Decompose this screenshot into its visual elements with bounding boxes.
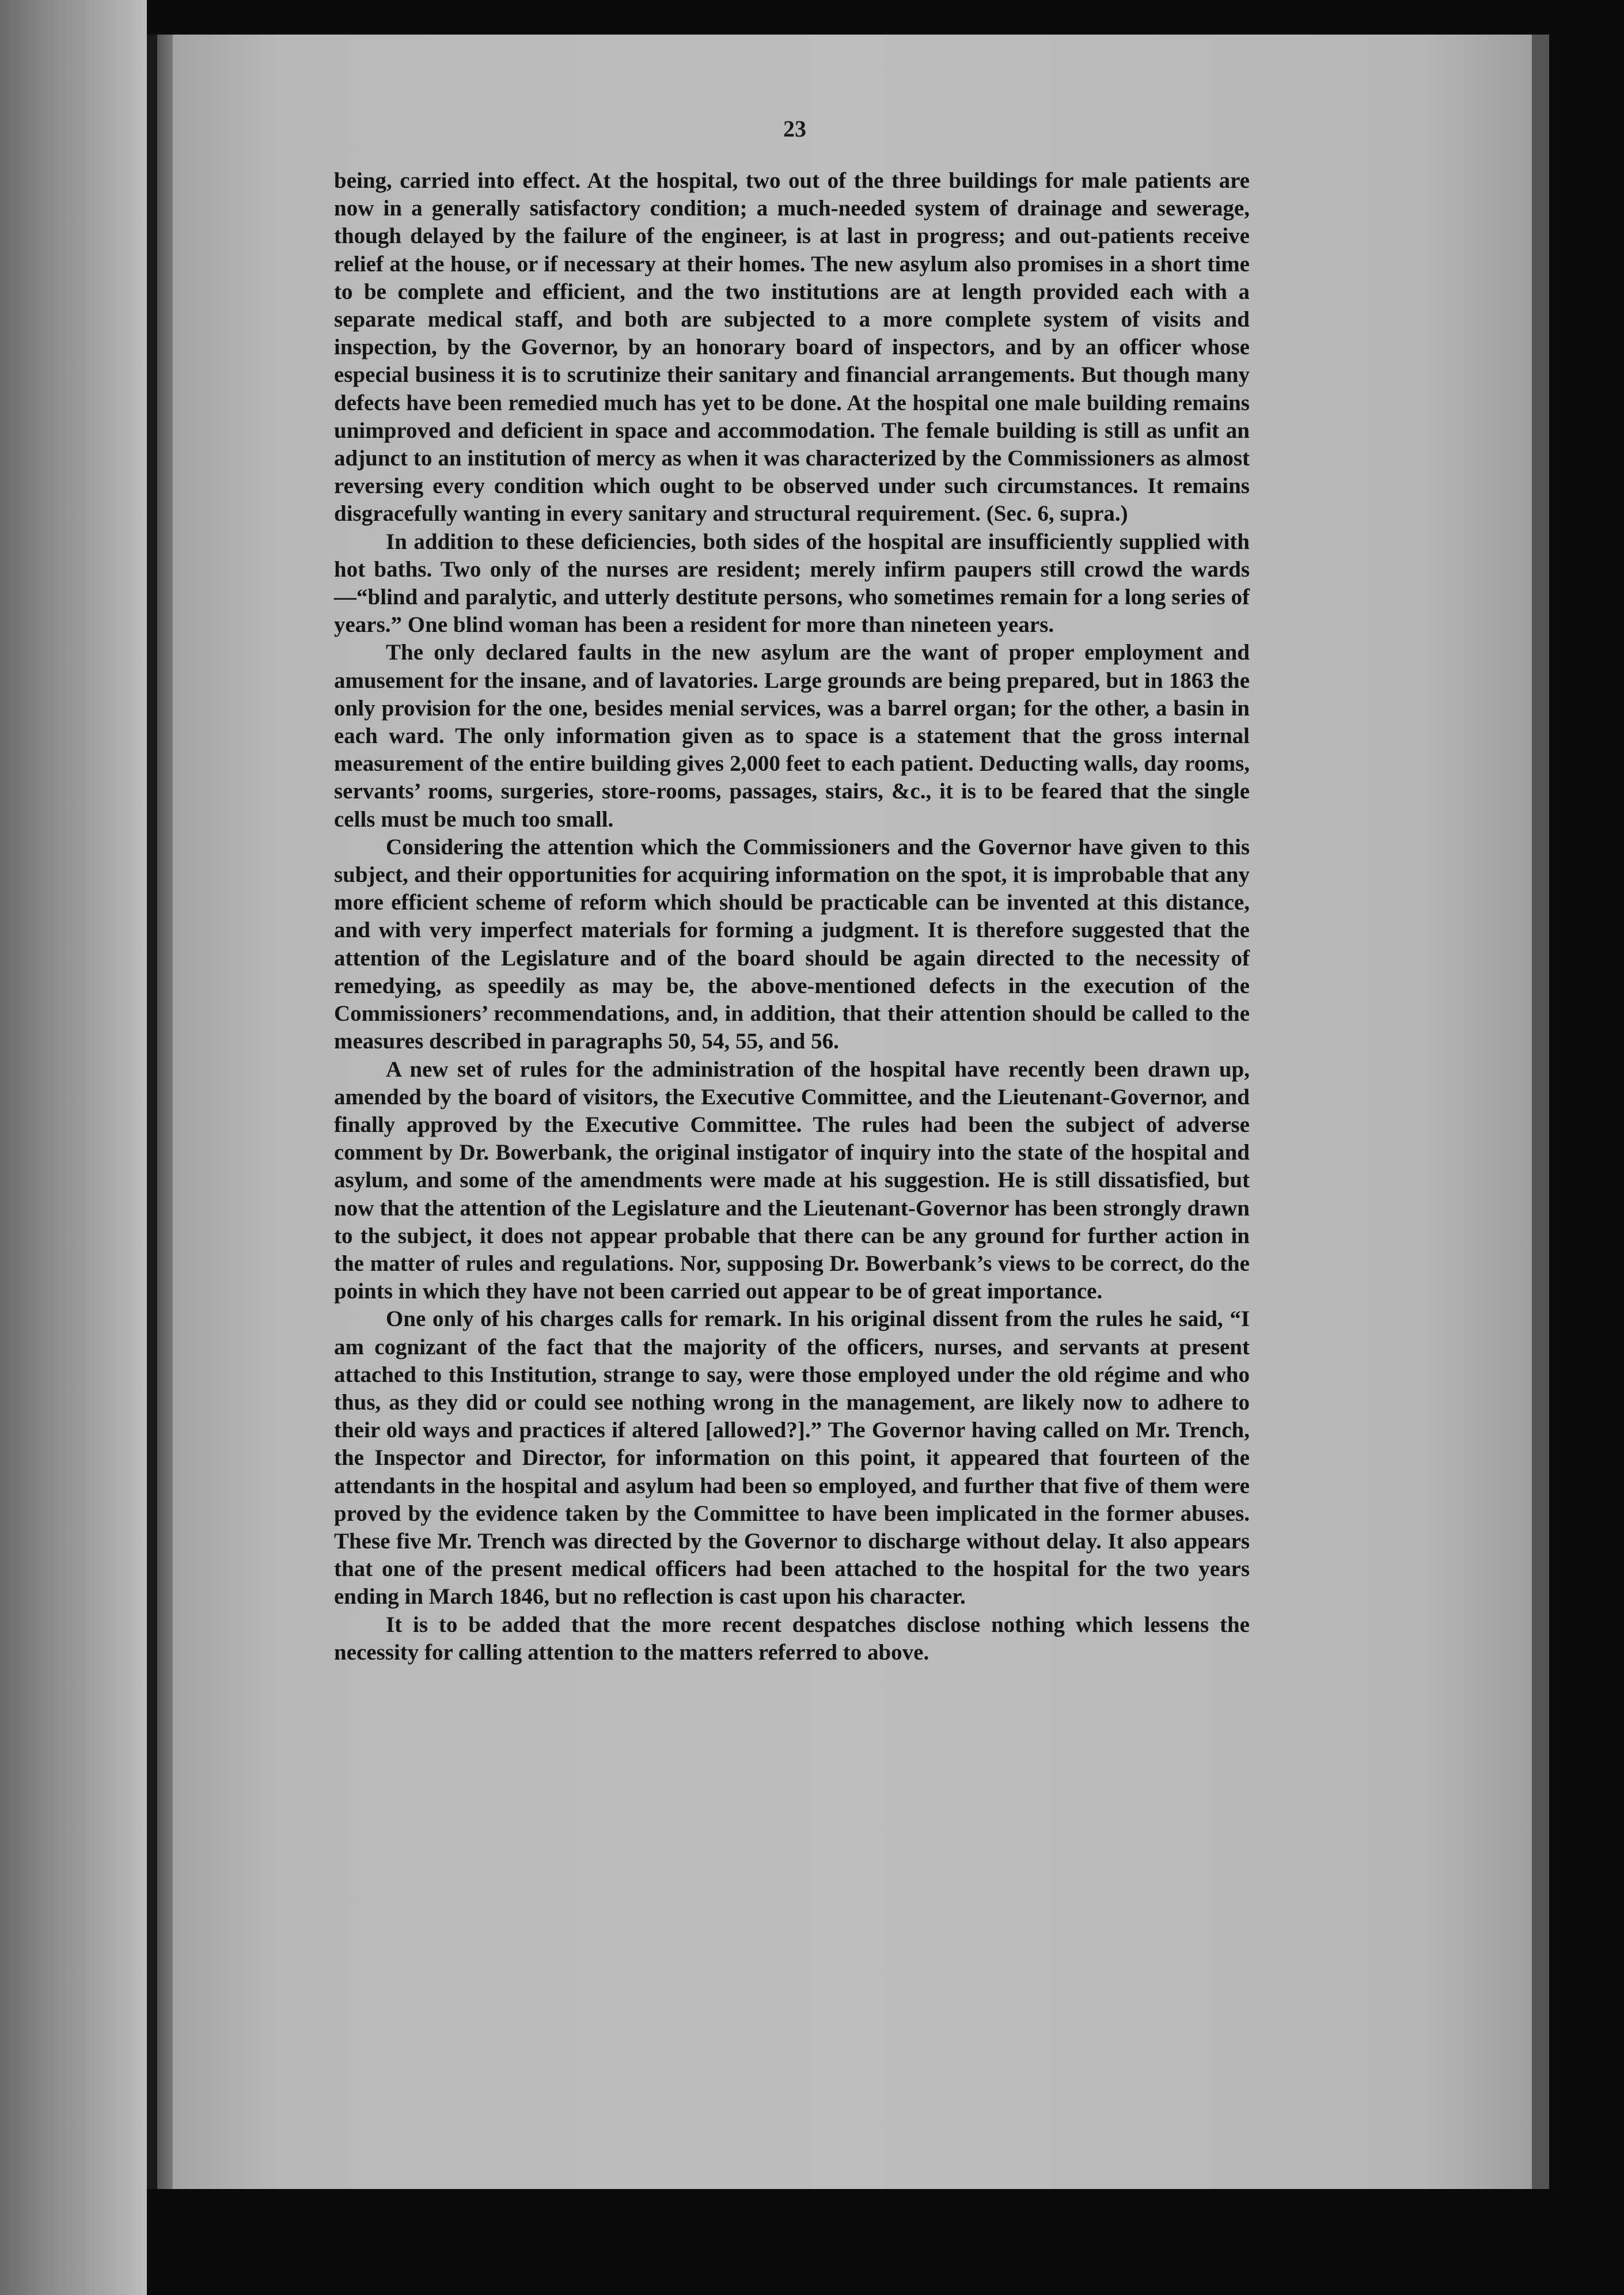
page-right-edge (1532, 35, 1549, 2189)
paragraph: being, carried into effect. At the hospital, two out of the three buildings for male patients are now in a generally satisfactory condition; a much-needed system of drainage and sewerage, though delayed by the failure of the engineer, is at last in progress; and out-patients receive relief at the house, or if necessary at their homes. The new asylum also promises in a short time to be complete and efficient, and the two institutions are at length provided each with a separate medical staff, and both are subjected to a more complete system of visits and inspection, by the Governor, by an honorary board of inspectors, and by an officer whose especial business it is to scrutinize their sanitary and financial arrangements. But though many defects have been remedied much has yet to be done. At the hospital one male building remains unimproved and deficient in space and accommodation. The female building is still as unfit an adjunct to an institution of mercy as when it was characterized by the Commissioners as almost reversing every condition which ought to be observed under such circumstances. It remains disgracefully wanting in every sanitary and structural requirement. (Sec. 6, supra.) (334, 168, 1250, 527)
paragraph: In addition to these deficiencies, both sides of the hospital are insufficiently supplied with hot baths. Two only of the nurses are resident; merely infirm paupers still crowd the wards—“blind and paralytic, and utterly destitute persons, who sometimes remain for a long series of years.” One blind woman has been a resident for more than nineteen years. (334, 529, 1250, 638)
paragraph: The only declared faults in the new asylum are the want of proper employment and amusement for the insane, and of lavatories. Large grounds are being prepared, but in 1863 the only provision for the one, besides menial services, was a barrel organ; for the other, a basin in each ward. The only information given as to space is a statement that the gross internal measurement of the entire building gives 2,000 feet to each patient. Deducting walls, day rooms, servants’ rooms, surgeries, store-rooms, passages, stairs, &c., it is to be feared that the single cells must be much too small. (334, 640, 1250, 832)
paragraph: A new set of rules for the administration of the hospital have recently been drawn up, amended by the board of visitors, the Executive Committee, and the Lieutenant-Governor, and finally approved by the Executive Committee. The rules had been the subject of adverse comment by Dr. Bowerbank, the original instigator of inquiry into the state of the hospital and asylum, and some of the amendments were made at his suggestion. He is still dissatisfied, but now that the attention of the Legislature and the Lieutenant-Governor has been strongly drawn to the subject, it does not appear probable that there can be any ground for further action in the matter of rules and regulations. Nor, supposing Dr. Bowerbank’s views to be correct, do the points in which they have not been carried out appear to be of great importance. (334, 1056, 1250, 1304)
paragraph: Considering the attention which the Commissioners and the Governor have given to this subject, and their opportunities for acquiring information on the spot, it is improbable that any more efficient scheme of reform which should be practicable can be invented at this distance, and with very imperfect materials for forming a judgment. It is therefore suggested that the attention of the Legislature and of the board should be again directed to the necessity of remedying, as speedily as may be, the above-mentioned defects in the execution of the Commissioners’ recommendations, and, in addition, that their attention should be called to the measures described in paragraphs 50, 54, 55, and 56. (334, 834, 1250, 1054)
paragraph: It is to be added that the more recent despatches disclose nothing which lessens the necessity for calling attention to the matters referred to above. (334, 1612, 1250, 1665)
book-gutter (147, 35, 157, 2189)
previous-page-edge (0, 0, 147, 2295)
paragraph: One only of his charges calls for remark. In his original dissent from the rules he said, “I am cognizant of the fact that the majority of the officers, nurses, and servants at present attached to this Institution, strange to say, were those employed under the old régime and who thus, as they did or could see nothing wrong in the management, are likely now to adhere to their old ways and practices if altered [allowed?].” The Governor having called on Mr. Trench, the Inspector and Director, for information on this point, it appeared that fourteen of the attendants in the hospital and asylum had been so employed, and further that five of them were proved by the evidence taken by the Committee to have been implicated in the former abuses. These five Mr. Trench was directed by the Governor to discharge without delay. It also appears that one of the present medical officers had been attached to the hospital for the two years ending in March 1846, but no reflection is cast upon his character. (334, 1306, 1250, 1609)
body-text (334, 167, 1250, 1667)
page-number: 23 (783, 116, 806, 142)
